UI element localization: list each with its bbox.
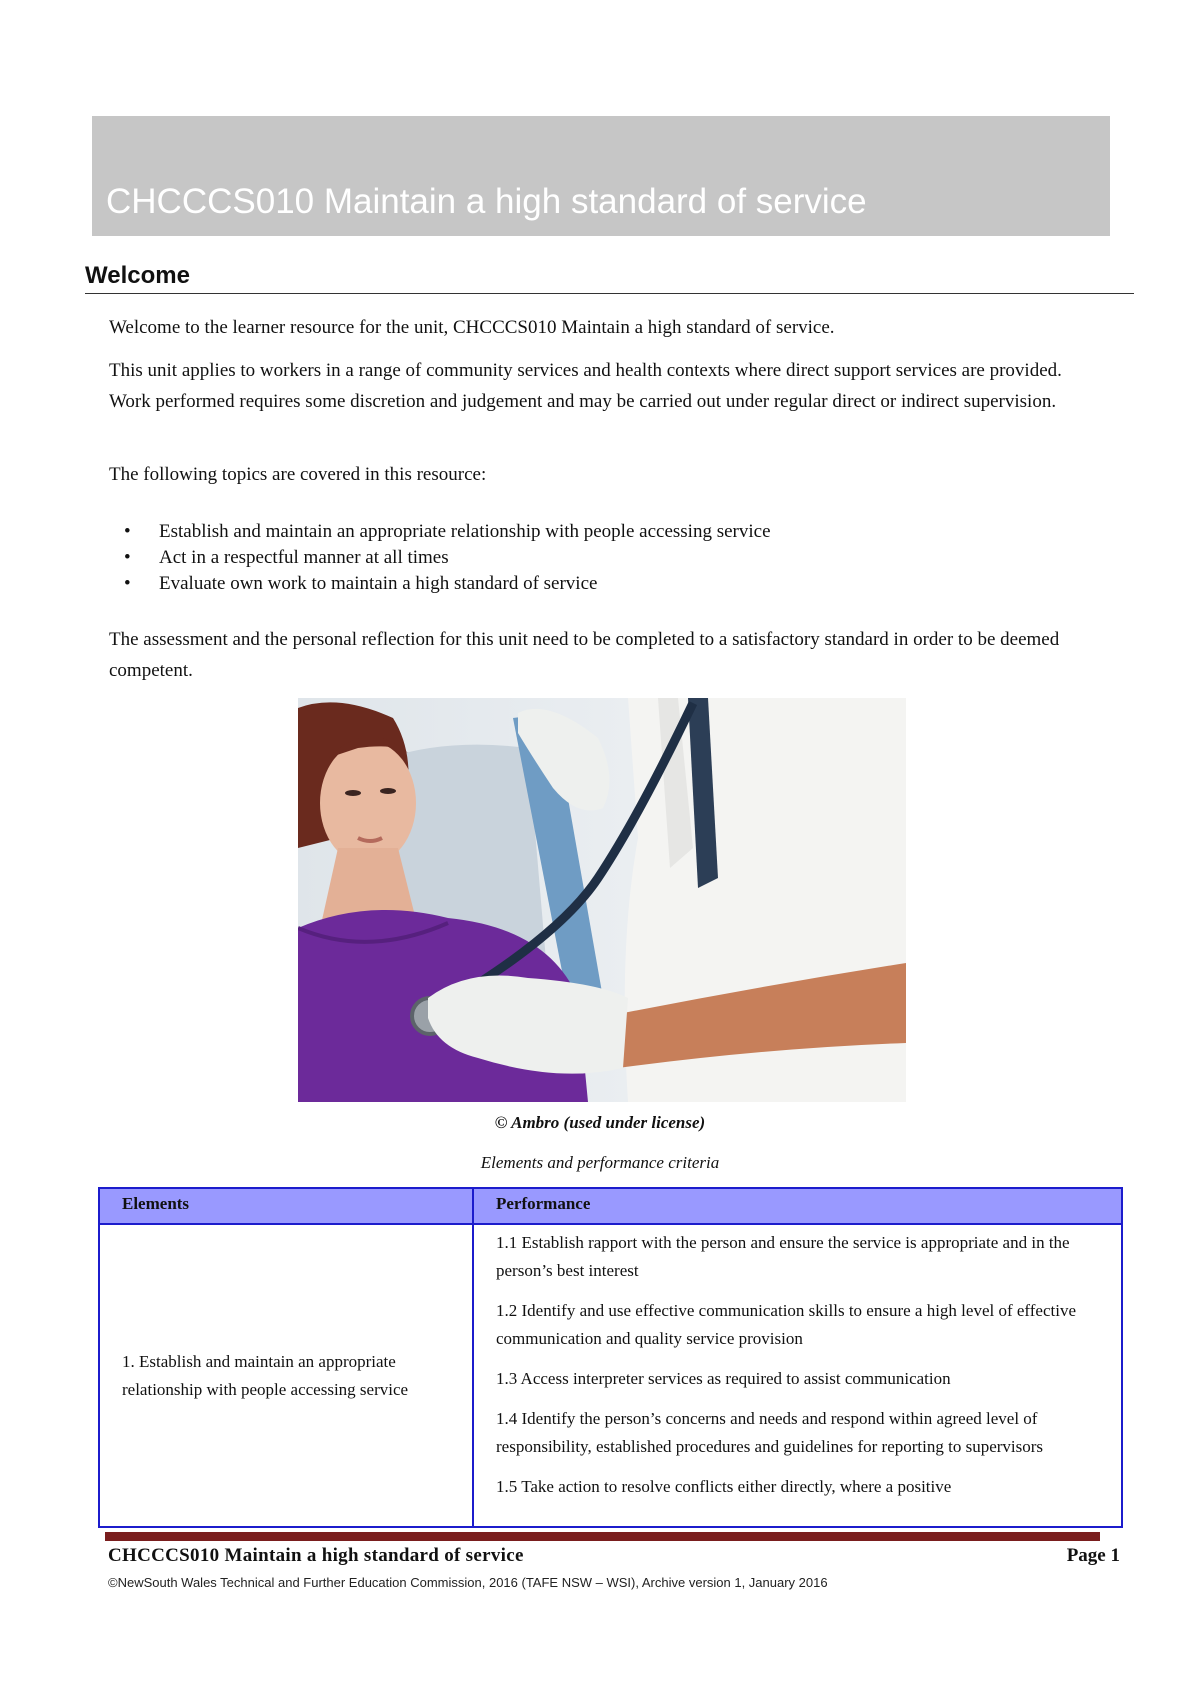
criterion-1-5: 1.5 Take action to resolve conflicts either directly, where a positive: [496, 1477, 952, 1496]
doctor-stethoscope-illustration: [298, 698, 906, 1102]
image-credit: © Ambro (used under license): [494, 1113, 706, 1132]
list-item: • Establish and maintain an appropriate relationship with people accessing service: [109, 519, 1099, 545]
table-row: [99, 1224, 1122, 1527]
document-title: CHCCCS010 Maintain a high standard of service: [106, 182, 867, 221]
criterion-1-2: 1.2 Identify and use effective communication skills to ensure a high level of effective communication and quality service provision: [496, 1301, 1077, 1348]
title-banner: [92, 116, 1110, 236]
element-cell: [99, 1224, 473, 1527]
criterion-1-3: 1.3 Access interpreter services as required to assist communication: [496, 1369, 951, 1388]
criterion-1-4: 1.4 Identify the person’s concerns and needs and respond within agreed level of responsibility, established procedures and guidelines for reporting to supervisors: [496, 1409, 1044, 1456]
performance-cell: [473, 1224, 1122, 1527]
footer-divider: [105, 1532, 1100, 1541]
list-item: • Act in a respectful manner at all times: [109, 545, 1099, 571]
intro-paragraph: Welcome to the learner resource for the unit, CHCCCS010 Maintain a high standard of service.: [109, 317, 835, 338]
copyright-notice: ©NewSouth Wales Technical and Further Education Commission, 2016 (TAFE NSW – WSI), Archive version 1, January 2016: [108, 1575, 828, 1590]
topics-intro: The following topics are covered in this resource:: [109, 464, 487, 485]
page-number: Page 1: [1066, 1545, 1120, 1566]
footer-title: CHCCCS010 Maintain a high standard of service: [108, 1545, 524, 1566]
elements-column-header: Elements: [99, 1188, 473, 1224]
criterion-1-1: 1.1 Establish rapport with the person and ensure the service is appropriate and in the person’s best interest: [496, 1233, 1070, 1280]
table-header-row: [99, 1188, 1122, 1224]
element-text: 1. Establish and maintain an appropriate relationship with people accessing service: [122, 1351, 409, 1399]
topics-list: [109, 519, 1099, 597]
performance-column-header: Performance: [473, 1188, 1122, 1224]
description-paragraph: This unit applies to workers in a range of community services and health contexts where direct support services are provided. Work performed requires some discretion and judgement and may be carried out under regular direct or indirect supervision.: [109, 360, 1062, 412]
table-caption: Elements and performance criteria: [480, 1153, 720, 1172]
list-item: • Evaluate own work to maintain a high standard of service: [109, 571, 1099, 597]
welcome-heading: Welcome: [85, 262, 1134, 294]
criteria-table: [98, 1187, 1123, 1528]
assessment-paragraph: The assessment and the personal reflection for this unit need to be completed to a satisfactory standard in order to be deemed competent.: [109, 629, 1060, 681]
clinic-photo: [298, 698, 906, 1102]
